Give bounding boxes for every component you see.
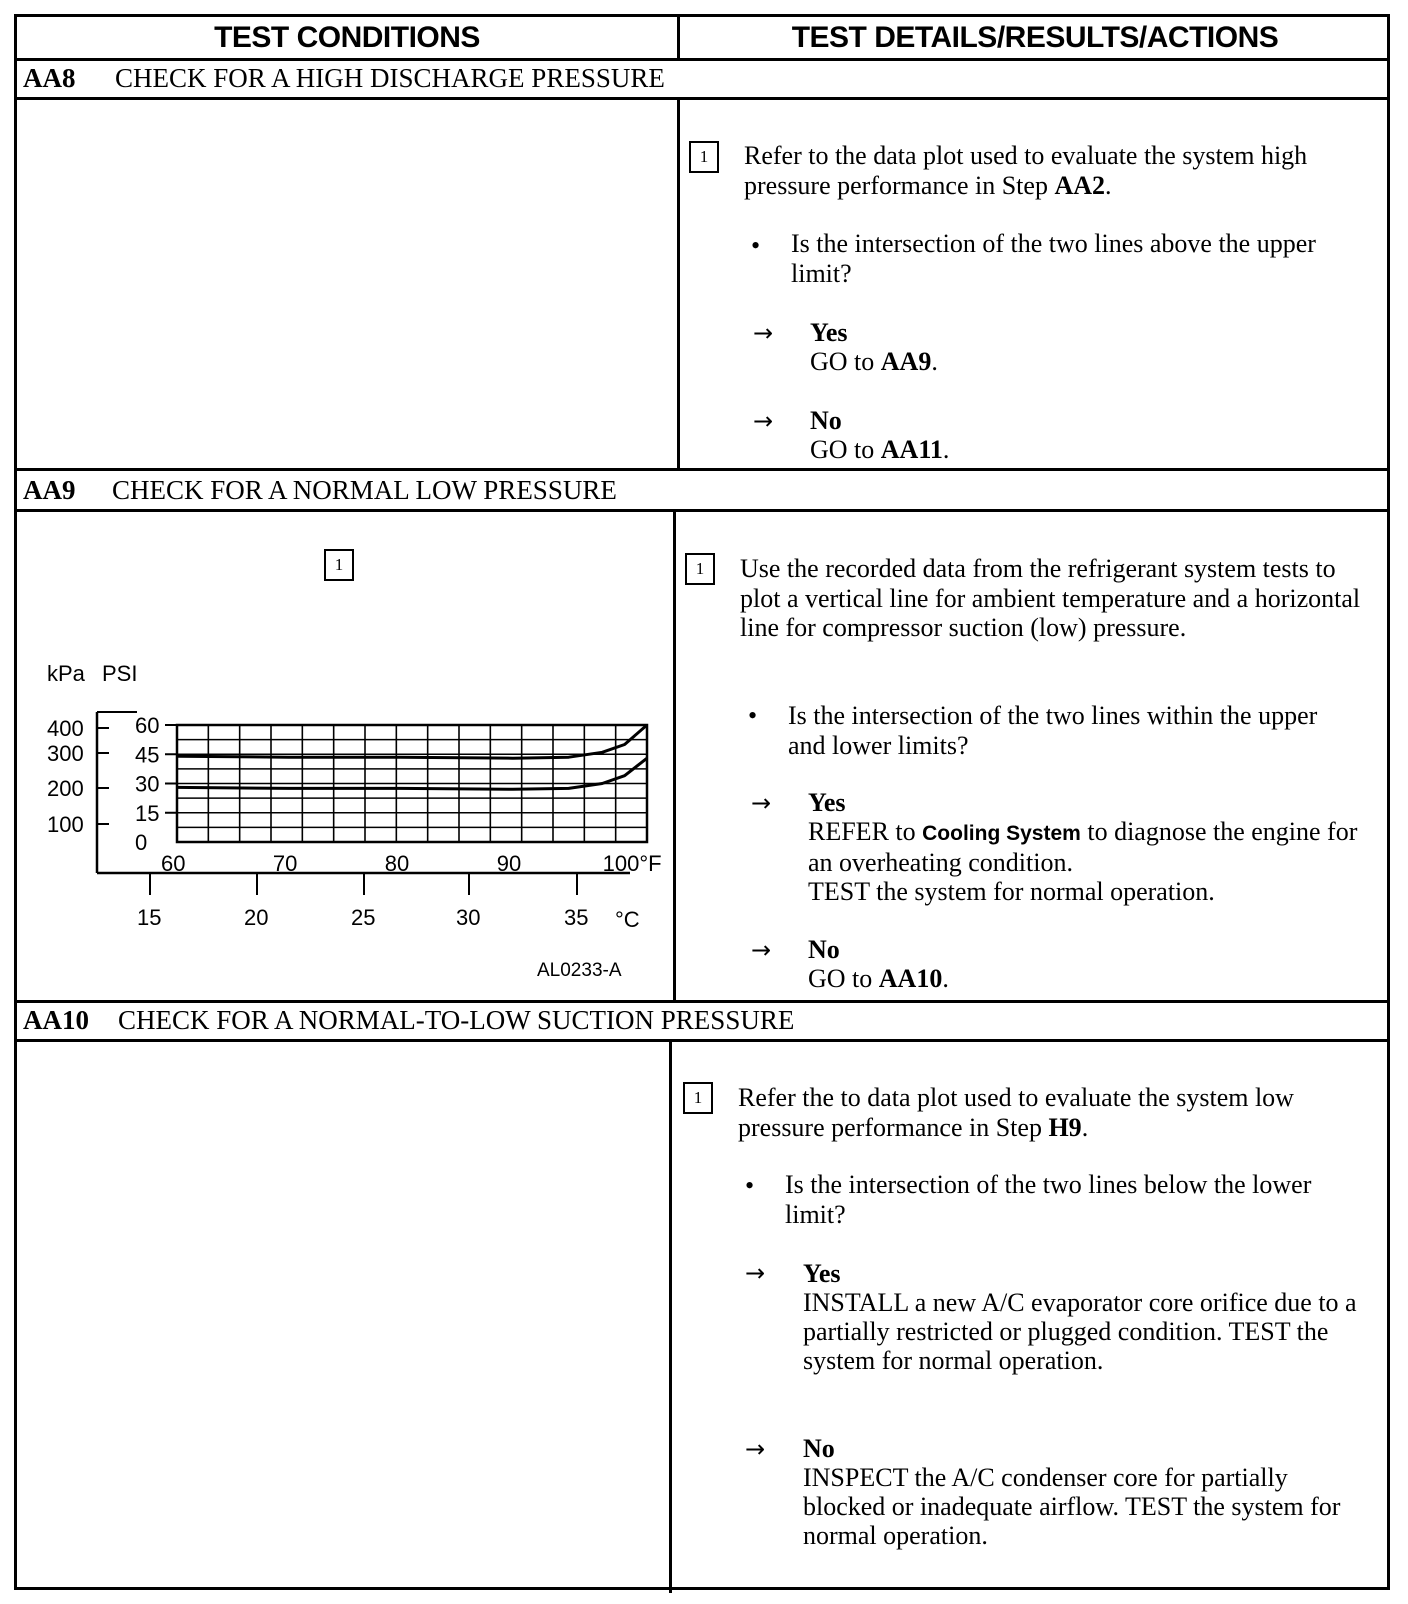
column-header-test-conditions: TEST CONDITIONS	[214, 21, 480, 54]
step-number-box: 1	[689, 141, 719, 173]
psi-tick-label: 15	[135, 800, 160, 826]
step-number-box: 1	[683, 1082, 713, 1114]
psi-tick-label: 45	[135, 742, 160, 768]
divider	[17, 97, 1387, 100]
arrow-right-icon: →	[753, 319, 774, 347]
psi-tick-label: 30	[135, 771, 160, 797]
chart-grid	[177, 725, 647, 842]
arrow-right-icon: →	[745, 1259, 766, 1287]
question-text: Is the intersection of the two lines below the lower limit?	[785, 1170, 1312, 1229]
section-code: AA9	[23, 475, 76, 505]
psi-tick-label: 60	[135, 713, 160, 738]
fahrenheit-tick-label: 90	[496, 851, 522, 876]
celsius-unit-label: °C	[615, 907, 640, 932]
upper-limit-line	[177, 725, 647, 758]
kpa-tick-label: 200	[47, 776, 84, 801]
bullet: •	[745, 1171, 755, 1200]
section-title: CHECK FOR A NORMAL LOW PRESSURE	[112, 475, 617, 505]
kpa-ticks	[47, 712, 137, 837]
no-response: No GO to AA11.	[810, 406, 950, 464]
figure-callout-box: 1	[324, 549, 354, 581]
column-header-test-details: TEST DETAILS/RESULTS/ACTIONS	[791, 21, 1279, 54]
section-title-aa10	[23, 1002, 794, 1038]
lower-limit-line	[177, 758, 647, 789]
figure-id: AL0233-A	[537, 960, 622, 981]
arrow-right-icon: →	[753, 407, 774, 435]
section-title: CHECK FOR A NORMAL-TO-LOW SUCTION PRESSURE	[118, 1005, 795, 1035]
section-code: AA8	[23, 63, 76, 93]
column-divider	[669, 1039, 672, 1593]
arrow-right-icon: →	[751, 789, 772, 817]
fahrenheit-tick-label: 70	[272, 851, 298, 876]
question-text: Is the intersection of the two lines within the upper and lower limits?	[788, 701, 1318, 760]
yes-response: Yes INSTALL a new A/C evaporator core orifice due to a partially restricted or plugged condition. TEST the system for normal operation.	[803, 1259, 1357, 1375]
psi-unit-label: PSI	[102, 661, 138, 686]
no-response: No INSPECT the A/C condenser core for partially blocked or inadequate airflow. TEST the system for normal operation.	[803, 1434, 1341, 1550]
kpa-tick-label: 400	[47, 716, 84, 741]
kpa-unit-label: kPa	[47, 661, 85, 686]
fahrenheit-tick-label: 60	[161, 851, 186, 876]
celsius-ticks	[137, 873, 640, 932]
yes-response: Yes GO to AA9.	[810, 318, 938, 376]
test-table	[14, 14, 1390, 1590]
no-response: No GO to AA10.	[808, 935, 949, 993]
section-code: AA10	[23, 1005, 89, 1035]
step-number-box: 1	[685, 553, 715, 585]
kpa-tick-label: 100	[47, 812, 84, 837]
fahrenheit-tick-label: 100°F	[602, 851, 662, 876]
bullet: •	[748, 701, 758, 730]
section-title-aa8	[23, 60, 665, 96]
arrow-right-icon: →	[751, 936, 772, 964]
section-title-aa9	[23, 472, 617, 508]
fahrenheit-tick-label: 80	[384, 851, 410, 876]
section-title: CHECK FOR A HIGH DISCHARGE PRESSURE	[115, 63, 665, 93]
column-divider	[677, 97, 680, 468]
pressure-chart	[37, 577, 677, 997]
psi-ticks	[135, 713, 177, 855]
yes-response: Yes REFER to Cooling System to diagnose the engine for an overheating condition. TEST the system for normal operation.	[808, 788, 1358, 906]
celsius-tick-label: 15	[137, 905, 162, 930]
divider	[17, 468, 1387, 471]
kpa-tick-label: 300	[47, 741, 84, 766]
step-text: Use the recorded data from the refrigerant system tests to plot a vertical line for ambient temperature and a horizontal line for compressor suction (low) pressure.	[740, 554, 1361, 642]
column-divider	[677, 17, 680, 58]
bullet: •	[751, 231, 761, 260]
celsius-tick-label: 35	[564, 905, 589, 930]
celsius-tick-label: 20	[244, 905, 269, 930]
psi-tick-label: 0	[135, 830, 148, 855]
step-text: Refer to the data plot used to evaluate the system high pressure performance in Step AA2.	[744, 141, 1308, 200]
chart-series	[177, 725, 647, 789]
celsius-tick-label: 25	[351, 905, 376, 930]
question-text: Is the intersection of the two lines above the upper limit?	[791, 229, 1316, 288]
divider	[17, 1039, 1387, 1042]
celsius-tick-label: 30	[456, 905, 481, 930]
step-text: Refer the to data plot used to evaluate the system low pressure performance in Step H9.	[738, 1083, 1294, 1142]
divider	[17, 509, 1387, 512]
arrow-right-icon: →	[745, 1435, 766, 1463]
